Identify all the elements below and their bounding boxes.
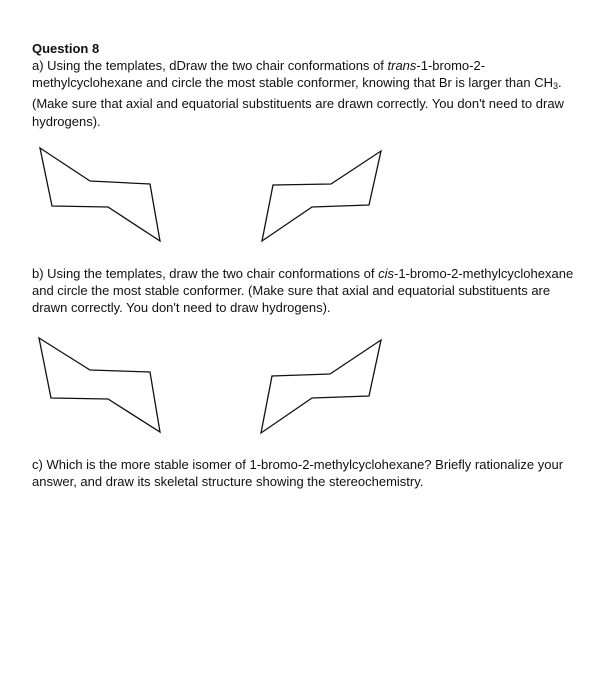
part-b-italic: cis (378, 266, 394, 281)
part-a-middle: -1-bromo-2-methylcyclohexane and circle the most stable conformer, knowing that Br is larger than CH (32, 58, 553, 91)
part-b-suffix: -1-bromo-2-methylcyclohexane and circle the most stable conformer. (Make sure that axial and equatorial substituents are drawn correctly. You don't need to draw hydrogens). (32, 266, 574, 316)
part-a-subscript: 3 (552, 81, 558, 92)
part-a-suffix: . (Make sure that axial and equatorial substituents are drawn correctly. You don't need to draw hydrogens). (32, 75, 564, 129)
part-b-prefix: b) Using the templates, draw the two chair conformations of (32, 266, 379, 281)
question-title: Question 8 (32, 41, 100, 56)
part-a-italic: trans (387, 58, 417, 73)
part-a-prefix: a) Using the templates, dDraw the two chair conformations of (32, 58, 388, 73)
part-c-prompt: c) Which is the more stable isomer of 1-bromo-2-methylcyclohexane? Briefly rationalize your answer, and draw its skeletal structure showing the stereochemistry. (32, 457, 564, 490)
